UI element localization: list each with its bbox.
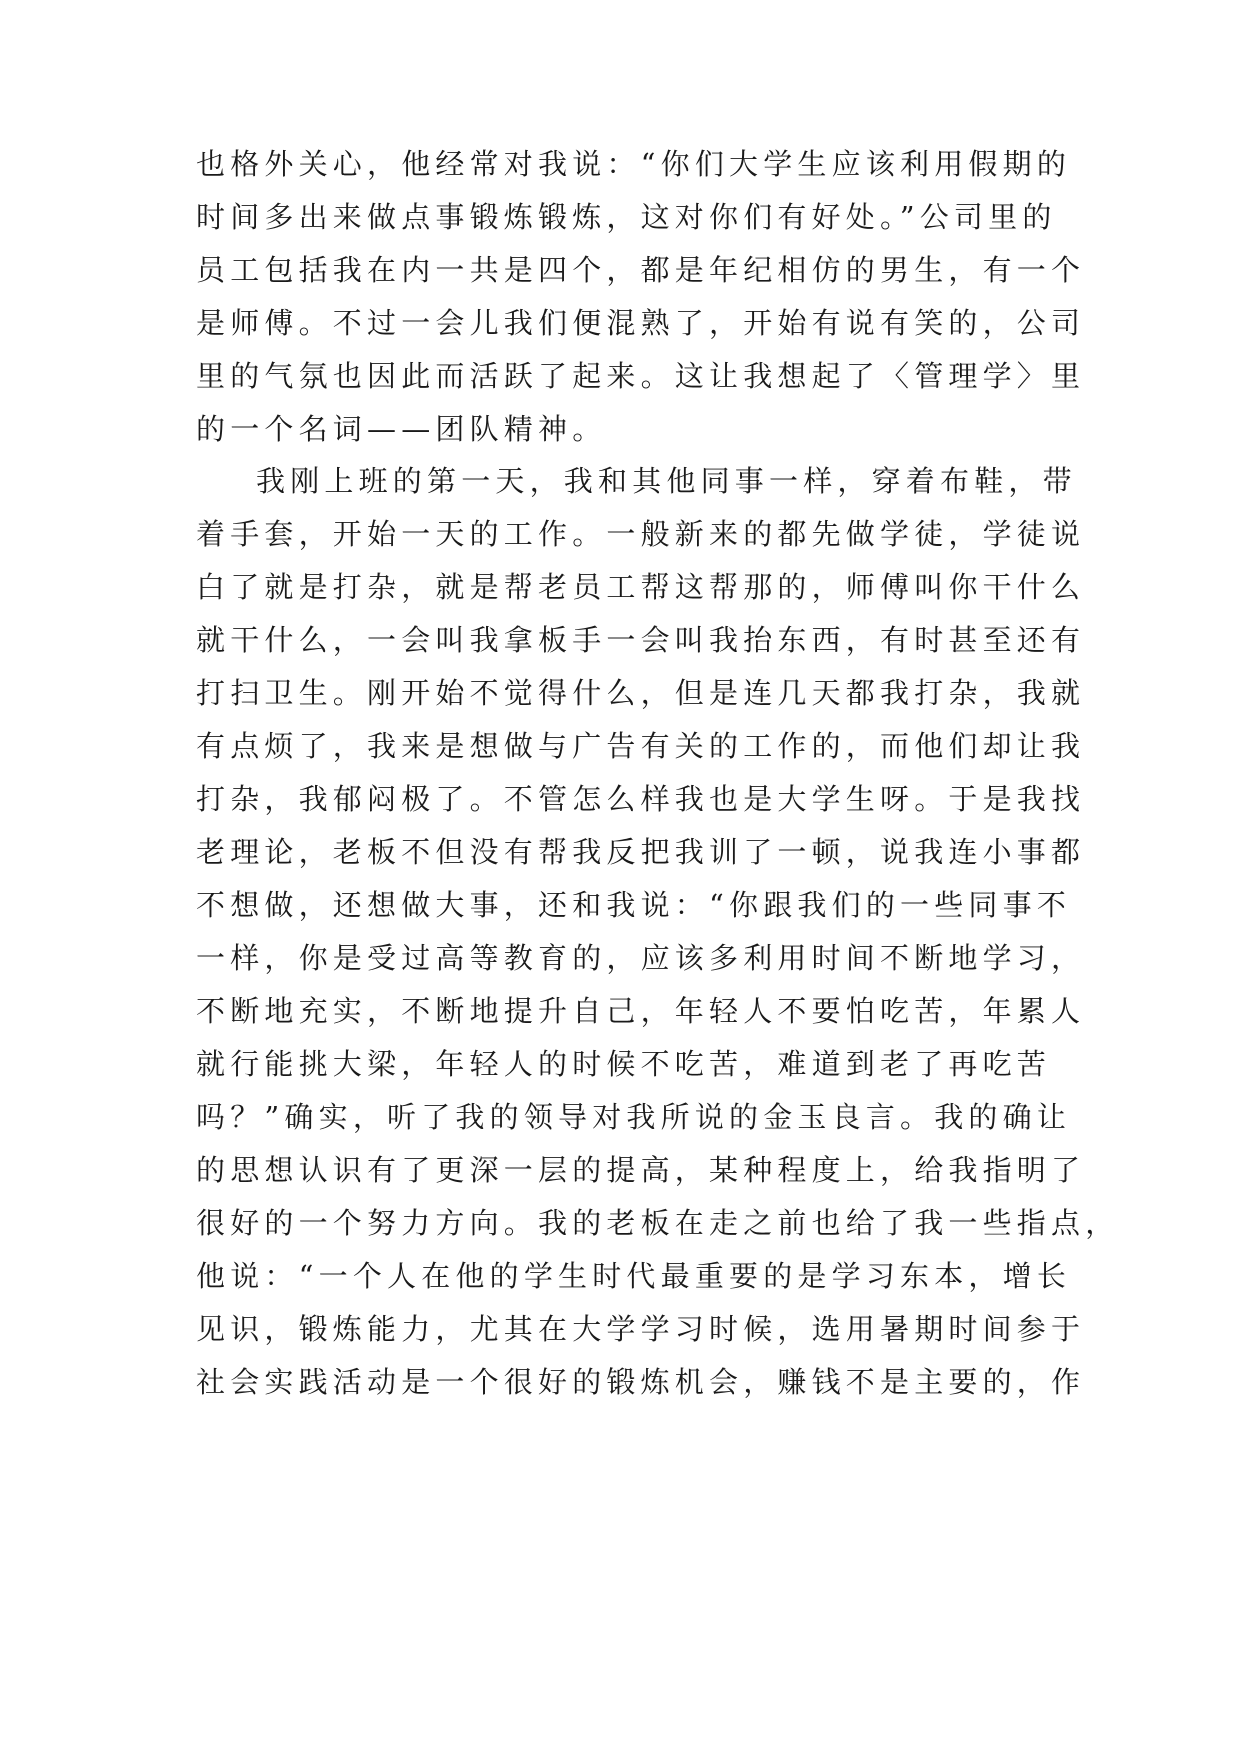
paragraph-line: 不想做，还想做大事，还和我说：“你跟我们的一些同事不 bbox=[196, 888, 1072, 922]
paragraph-line: 有点烦了，我来是想做与广告有关的工作的，而他们却让我 bbox=[196, 729, 1086, 763]
paragraph-line: 的一个名词——团队精神。 bbox=[196, 412, 607, 446]
paragraph-line: 老理论，老板不但没有帮我反把我训了一顿，说我连小事都 bbox=[196, 835, 1086, 869]
paragraph-line: 见识，锻炼能力，尤其在大学学习时候，选用暑期时间参于 bbox=[196, 1312, 1086, 1346]
paragraph-line: 很好的一个努力方向。我的老板在走之前也给了我一些指点， bbox=[196, 1206, 1120, 1240]
paragraph-line: 社会实践活动是一个很好的锻炼机会，赚钱不是主要的，作 bbox=[196, 1365, 1086, 1399]
paragraph-line: 里的气氛也因此而活跃了起来。这让我想起了〈管理学〉里 bbox=[196, 359, 1086, 393]
paragraph-line: 就行能挑大梁，年轻人的时候不吃苦，难道到老了再吃苦 bbox=[196, 1047, 1052, 1081]
paragraph-line: 着手套，开始一天的工作。一般新来的都先做学徒，学徒说 bbox=[196, 517, 1086, 551]
paragraph-line: 的思想认识有了更深一层的提高，某种程度上，给我指明了 bbox=[196, 1153, 1086, 1187]
paragraph-line: 他说：“一个人在他的学生时代最重要的是学习东本，增长 bbox=[196, 1259, 1072, 1293]
paragraph-line: 打扫卫生。刚开始不觉得什么，但是连几天都我打杂，我就 bbox=[196, 676, 1086, 710]
paragraph-line: 白了就是打杂，就是帮老员工帮这帮那的，师傅叫你干什么 bbox=[196, 570, 1086, 604]
paragraph-line: 员工包括我在内一共是四个，都是年纪相仿的男生，有一个 bbox=[196, 253, 1086, 287]
paragraph-line: 是师傅。不过一会儿我们便混熟了，开始有说有笑的，公司 bbox=[196, 306, 1086, 340]
paragraph-line: 时间多出来做点事锻炼锻炼，这对你们有好处。”公司里的 bbox=[196, 200, 1057, 234]
paragraph-line: 就干什么，一会叫我拿板手一会叫我抬东西，有时甚至还有 bbox=[196, 623, 1086, 657]
paragraph-line: 也格外关心，他经常对我说：“你们大学生应该利用假期的 bbox=[196, 147, 1072, 181]
paragraph-line: 我刚上班的第一天，我和其他同事一样，穿着布鞋，带 bbox=[256, 464, 1077, 498]
paragraph-line: 不断地充实，不断地提升自己，年轻人不要怕吃苦，年累人 bbox=[196, 994, 1086, 1028]
paragraph-line: 吗？”确实，听了我的领导对我所说的金玉良言。我的确让 bbox=[196, 1100, 1072, 1134]
paragraph-line: 一样，你是受过高等教育的，应该多利用时间不断地学习， bbox=[196, 941, 1086, 975]
paragraph-line: 打杂，我郁闷极了。不管怎么样我也是大学生呀。于是我找 bbox=[196, 782, 1086, 816]
